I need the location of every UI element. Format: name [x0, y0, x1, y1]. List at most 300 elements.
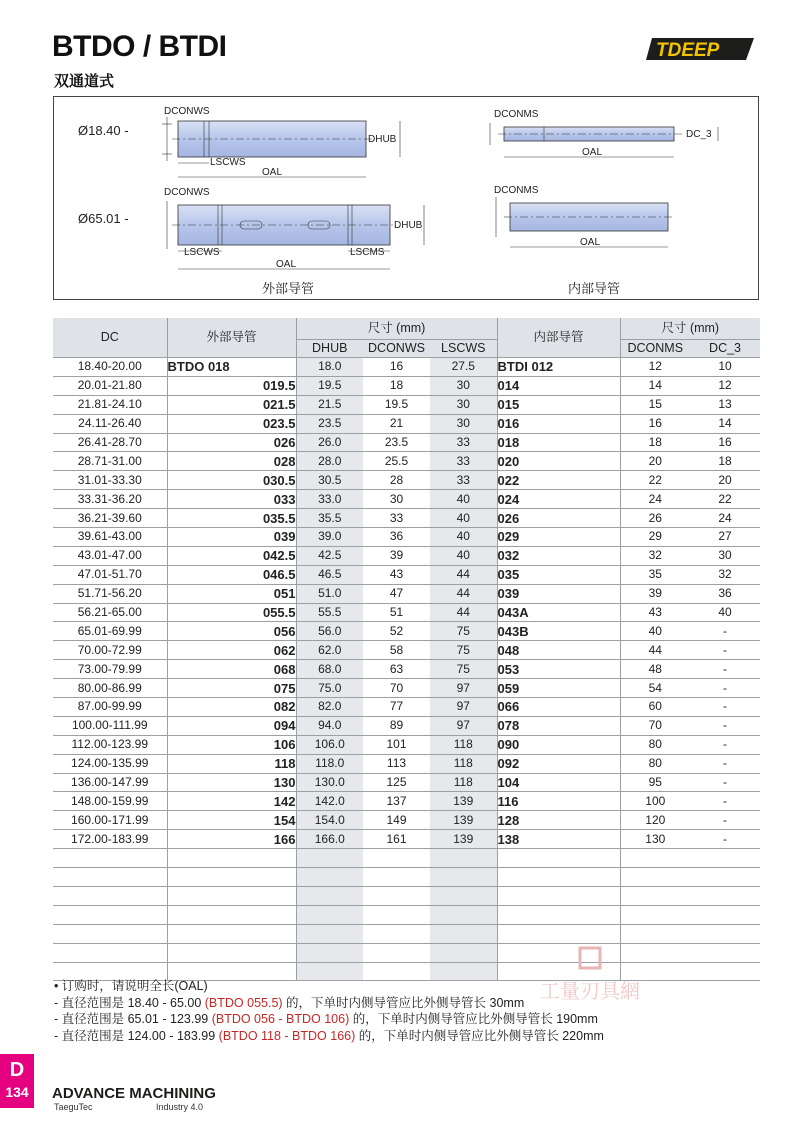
table-row	[53, 509, 760, 528]
cell-dc3	[690, 849, 760, 868]
cell-outer: 033	[167, 490, 296, 509]
cell-dconws: 113	[363, 754, 430, 773]
cell-dconms: 20	[620, 452, 690, 471]
large-inner-tube	[494, 185, 674, 248]
cell-dconws: 161	[363, 830, 430, 849]
cell-lscws: 44	[430, 603, 497, 622]
cell-dc: 36.21-39.60	[53, 509, 167, 528]
tube-diagrams	[54, 97, 758, 299]
cell-lscws: 139	[430, 811, 497, 830]
large-dconws-label: DCONWS	[164, 187, 210, 198]
cell-dc3: 24	[690, 509, 760, 528]
cell-dconms	[620, 849, 690, 868]
cell-dc3: -	[690, 811, 760, 830]
cell-dc: 70.00-72.99	[53, 641, 167, 660]
table-row	[53, 603, 760, 622]
cell-lscws	[430, 886, 497, 905]
cell-dconws: 39	[363, 546, 430, 565]
header-size-outer: 尺寸 (mm)	[296, 318, 497, 340]
cell-dc3: -	[690, 641, 760, 660]
large-diameter-label: Ø65.01 -	[78, 211, 129, 226]
cell-dc3: 20	[690, 471, 760, 490]
cell-dc: 33.31-36.20	[53, 490, 167, 509]
cell-dc3	[690, 943, 760, 962]
logo-main: ADVANCE MACHINING	[52, 1085, 216, 1102]
cell-inner: 066	[497, 698, 620, 717]
cell-outer	[167, 849, 296, 868]
cell-outer: 082	[167, 698, 296, 717]
cell-dhub: 19.5	[296, 376, 363, 395]
cell-dhub: 166.0	[296, 830, 363, 849]
cell-outer: 030.5	[167, 471, 296, 490]
cell-lscws: 30	[430, 376, 497, 395]
cell-dconms: 40	[620, 622, 690, 641]
table-row	[53, 698, 760, 717]
cell-outer: 130	[167, 773, 296, 792]
cell-dconms: 80	[620, 754, 690, 773]
cell-dc: 124.00-135.99	[53, 754, 167, 773]
table-row	[53, 735, 760, 754]
cell-outer: 068	[167, 660, 296, 679]
table-row	[53, 924, 760, 943]
table-row	[53, 830, 760, 849]
cell-lscws: 44	[430, 584, 497, 603]
cell-dc: 80.00-86.99	[53, 679, 167, 698]
table-row	[53, 792, 760, 811]
cell-dconms: 44	[620, 641, 690, 660]
cell-inner: 090	[497, 735, 620, 754]
cell-outer: 055.5	[167, 603, 296, 622]
cell-outer: 019.5	[167, 376, 296, 395]
header-size-inner: 尺寸 (mm)	[620, 318, 760, 340]
small-diameter-label: Ø18.40 -	[78, 123, 129, 138]
cell-dc3: 22	[690, 490, 760, 509]
cell-dhub: 56.0	[296, 622, 363, 641]
cell-dc3: -	[690, 622, 760, 641]
table-row	[53, 811, 760, 830]
cell-lscws: 40	[430, 528, 497, 547]
cell-dc: 26.41-28.70	[53, 433, 167, 452]
cell-dconws: 21	[363, 414, 430, 433]
cell-outer: 094	[167, 716, 296, 735]
cell-dconms	[620, 886, 690, 905]
page-number: 134	[5, 1084, 29, 1100]
cell-lscws: 33	[430, 433, 497, 452]
cell-dhub: 154.0	[296, 811, 363, 830]
cell-dconms: 18	[620, 433, 690, 452]
cell-inner: 024	[497, 490, 620, 509]
cell-dconms: 29	[620, 528, 690, 547]
cell-dconws: 137	[363, 792, 430, 811]
spec-table	[53, 318, 760, 981]
table-row	[53, 452, 760, 471]
cell-outer: 026	[167, 433, 296, 452]
cell-dhub: 68.0	[296, 660, 363, 679]
cell-dc3: 40	[690, 603, 760, 622]
cell-dhub: 33.0	[296, 490, 363, 509]
header-dc3: DC_3	[690, 340, 760, 358]
cell-dc3: 12	[690, 376, 760, 395]
cell-dconms: 130	[620, 830, 690, 849]
header-dconms: DCONMS	[620, 340, 690, 358]
cell-dconws: 33	[363, 509, 430, 528]
cell-inner: 018	[497, 433, 620, 452]
table-row	[53, 679, 760, 698]
cell-inner: 022	[497, 471, 620, 490]
inner-tube-caption: 内部导管	[568, 281, 621, 296]
cell-inner	[497, 905, 620, 924]
cell-inner: 078	[497, 716, 620, 735]
header-dc: DC	[53, 318, 167, 358]
small-dhub-label: DHUB	[368, 134, 397, 145]
cell-inner: 016	[497, 414, 620, 433]
cell-outer	[167, 924, 296, 943]
large-dconms-label: DCONMS	[494, 185, 539, 196]
cell-dc: 87.00-99.99	[53, 698, 167, 717]
cell-dc3: 10	[690, 358, 760, 377]
cell-inner: 026	[497, 509, 620, 528]
cell-inner: 043B	[497, 622, 620, 641]
table-row	[53, 622, 760, 641]
cell-dc3: -	[690, 679, 760, 698]
cell-dhub: 26.0	[296, 433, 363, 452]
small-dconms-label: DCONMS	[494, 109, 539, 120]
header-lscws: LSCWS	[430, 340, 497, 358]
cell-dc: 20.01-21.80	[53, 376, 167, 395]
cell-dconms: 16	[620, 414, 690, 433]
large-dhub-label: DHUB	[394, 220, 423, 231]
cell-inner: BTDI 012	[497, 358, 620, 377]
cell-dconws	[363, 886, 430, 905]
cell-outer: 056	[167, 622, 296, 641]
cell-outer: 075	[167, 679, 296, 698]
cell-dconws: 70	[363, 679, 430, 698]
cell-dc: 136.00-147.99	[53, 773, 167, 792]
small-inner-oal-label: OAL	[582, 147, 603, 158]
cell-dconms: 43	[620, 603, 690, 622]
cell-dconws: 125	[363, 773, 430, 792]
cell-outer	[167, 943, 296, 962]
cell-dc3	[690, 905, 760, 924]
cell-outer: 023.5	[167, 414, 296, 433]
cell-dc: 47.01-51.70	[53, 565, 167, 584]
table-row	[53, 886, 760, 905]
cell-dhub: 39.0	[296, 528, 363, 547]
cell-dhub	[296, 924, 363, 943]
cell-lscws: 30	[430, 414, 497, 433]
cell-dconms	[620, 905, 690, 924]
table-row	[53, 584, 760, 603]
note-line: - 直径范围是 18.40 - 65.00 (BTDO 055.5) 的，下单时内侧导管应比外侧导管长 30mm	[54, 995, 525, 1010]
cell-lscws	[430, 849, 497, 868]
tdeep-logo	[646, 34, 758, 64]
cell-dconws: 47	[363, 584, 430, 603]
cell-dhub: 82.0	[296, 698, 363, 717]
cell-inner: 014	[497, 376, 620, 395]
cell-lscws: 40	[430, 490, 497, 509]
large-oal-label: OAL	[276, 259, 297, 270]
cell-dhub: 18.0	[296, 358, 363, 377]
section-letter: D	[9, 1059, 25, 1081]
cell-dc: 56.21-65.00	[53, 603, 167, 622]
cell-inner: 059	[497, 679, 620, 698]
note-line: - 直径范围是 124.00 - 183.99 (BTDO 118 - BTDO 166) 的，下单时内侧导管应比外侧导管长 220mm	[54, 1028, 604, 1043]
cell-dconms: 48	[620, 660, 690, 679]
table-row	[53, 376, 760, 395]
table-row	[53, 868, 760, 887]
cell-dc3: -	[690, 754, 760, 773]
cell-dconms: 100	[620, 792, 690, 811]
cell-outer	[167, 905, 296, 924]
cell-outer: 118	[167, 754, 296, 773]
cell-inner	[497, 886, 620, 905]
cell-outer: 042.5	[167, 546, 296, 565]
cell-dc3: 14	[690, 414, 760, 433]
cell-dconws: 89	[363, 716, 430, 735]
cell-inner: 104	[497, 773, 620, 792]
cell-outer: 046.5	[167, 565, 296, 584]
table-row	[53, 358, 760, 377]
cell-dhub	[296, 868, 363, 887]
cell-dhub	[296, 905, 363, 924]
cell-outer: 051	[167, 584, 296, 603]
cell-dconws: 63	[363, 660, 430, 679]
cell-inner: 015	[497, 395, 620, 414]
cell-dconws: 51	[363, 603, 430, 622]
cell-dconws	[363, 905, 430, 924]
cell-lscws	[430, 868, 497, 887]
table-row	[53, 716, 760, 735]
cell-inner: 043A	[497, 603, 620, 622]
cell-dconws: 19.5	[363, 395, 430, 414]
table-row	[53, 395, 760, 414]
cell-lscws: 97	[430, 698, 497, 717]
table-row	[53, 849, 760, 868]
cell-dhub	[296, 886, 363, 905]
large-lscms-label: LSCMS	[350, 247, 385, 258]
cell-dc: 65.01-69.99	[53, 622, 167, 641]
cell-dhub: 75.0	[296, 679, 363, 698]
cell-outer: 154	[167, 811, 296, 830]
small-dconws-label: DCONWS	[164, 106, 210, 117]
cell-dconws: 30	[363, 490, 430, 509]
cell-dhub: 35.5	[296, 509, 363, 528]
cell-lscws: 139	[430, 830, 497, 849]
cell-dc: 100.00-111.99	[53, 716, 167, 735]
cell-dc3: -	[690, 792, 760, 811]
cell-dconws: 43	[363, 565, 430, 584]
small-oal-label: OAL	[262, 167, 283, 178]
header-dconws: DCONWS	[363, 340, 430, 358]
cell-lscws: 118	[430, 773, 497, 792]
cell-dhub: 28.0	[296, 452, 363, 471]
table-row	[53, 641, 760, 660]
cell-lscws: 118	[430, 754, 497, 773]
large-lscws-label: LSCWS	[184, 247, 220, 258]
small-outer-tube	[78, 106, 400, 178]
cell-dhub: 94.0	[296, 716, 363, 735]
cell-dhub: 130.0	[296, 773, 363, 792]
cell-dc: 172.00-183.99	[53, 830, 167, 849]
cell-lscws: 40	[430, 546, 497, 565]
cell-lscws: 75	[430, 622, 497, 641]
cell-dconws	[363, 868, 430, 887]
cell-dconms: 35	[620, 565, 690, 584]
cell-dconms: 54	[620, 679, 690, 698]
cell-lscws: 27.5	[430, 358, 497, 377]
cell-dconms: 39	[620, 584, 690, 603]
order-notes	[54, 978, 604, 1044]
cell-inner: 020	[497, 452, 620, 471]
cell-dhub: 118.0	[296, 754, 363, 773]
cell-dconws: 101	[363, 735, 430, 754]
cell-dhub: 21.5	[296, 395, 363, 414]
cell-dc: 18.40-20.00	[53, 358, 167, 377]
cell-outer: 142	[167, 792, 296, 811]
cell-dc3: -	[690, 716, 760, 735]
cell-dhub: 23.5	[296, 414, 363, 433]
cell-dc3	[690, 886, 760, 905]
table-row	[53, 773, 760, 792]
cell-dc	[53, 868, 167, 887]
logo-left: TaeguTec	[54, 1102, 93, 1112]
cell-inner: 128	[497, 811, 620, 830]
cell-outer	[167, 868, 296, 887]
brand-text: TDEEP	[656, 40, 720, 61]
cell-inner: 138	[497, 830, 620, 849]
header-inner-tube: 内部导管	[497, 318, 620, 358]
cell-dconws: 58	[363, 641, 430, 660]
cell-dconws: 28	[363, 471, 430, 490]
cell-lscws: 40	[430, 509, 497, 528]
table-row	[53, 471, 760, 490]
cell-inner: 029	[497, 528, 620, 547]
cell-dconms	[620, 924, 690, 943]
cell-outer: 021.5	[167, 395, 296, 414]
cell-dc: 43.01-47.00	[53, 546, 167, 565]
cell-inner: 048	[497, 641, 620, 660]
header-dhub: DHUB	[296, 340, 363, 358]
cell-inner	[497, 868, 620, 887]
cell-dhub: 106.0	[296, 735, 363, 754]
page-subtitle: 双通道式	[54, 73, 115, 90]
cell-dc: 160.00-171.99	[53, 811, 167, 830]
cell-dc3: 16	[690, 433, 760, 452]
cell-dconws	[363, 943, 430, 962]
cell-lscws	[430, 905, 497, 924]
page-title: BTDO / BTDI	[52, 30, 227, 63]
cell-dhub: 46.5	[296, 565, 363, 584]
table-row	[53, 905, 760, 924]
cell-dc	[53, 905, 167, 924]
cell-dc: 112.00-123.99	[53, 735, 167, 754]
cell-dc3: -	[690, 735, 760, 754]
cell-inner: 032	[497, 546, 620, 565]
cell-outer: 035.5	[167, 509, 296, 528]
cell-dc	[53, 924, 167, 943]
cell-inner	[497, 924, 620, 943]
cell-dhub: 62.0	[296, 641, 363, 660]
cell-lscws: 33	[430, 471, 497, 490]
cell-dconms: 12	[620, 358, 690, 377]
cell-outer	[167, 886, 296, 905]
cell-dc: 51.71-56.20	[53, 584, 167, 603]
cell-dconms: 26	[620, 509, 690, 528]
cell-lscws: 44	[430, 565, 497, 584]
cell-dhub: 55.5	[296, 603, 363, 622]
cell-lscws: 118	[430, 735, 497, 754]
cell-dhub: 30.5	[296, 471, 363, 490]
svg-text:工量刃具網: 工量刃具網	[540, 979, 640, 1003]
cell-lscws	[430, 924, 497, 943]
cell-dconms: 95	[620, 773, 690, 792]
small-lscws-label: LSCWS	[210, 157, 246, 168]
cell-dconws: 25.5	[363, 452, 430, 471]
cell-outer: 028	[167, 452, 296, 471]
table-row	[53, 546, 760, 565]
cell-inner: 039	[497, 584, 620, 603]
cell-dconms: 24	[620, 490, 690, 509]
cell-dc3: -	[690, 698, 760, 717]
cell-dc	[53, 943, 167, 962]
cell-dc: 28.71-31.00	[53, 452, 167, 471]
cell-dconms: 60	[620, 698, 690, 717]
spec-table-body	[53, 358, 760, 981]
section-tab	[0, 1054, 34, 1108]
cell-lscws	[430, 943, 497, 962]
cell-dc3: 18	[690, 452, 760, 471]
cell-inner	[497, 849, 620, 868]
cell-dconms: 120	[620, 811, 690, 830]
cell-lscws: 33	[430, 452, 497, 471]
cell-inner: 035	[497, 565, 620, 584]
table-row	[53, 490, 760, 509]
large-inner-oal-label: OAL	[580, 237, 601, 248]
cell-dc3: -	[690, 830, 760, 849]
cell-dc: 73.00-79.99	[53, 660, 167, 679]
cell-dc3	[690, 868, 760, 887]
cell-dhub	[296, 849, 363, 868]
small-inner-tube	[490, 109, 718, 158]
cell-dconws: 149	[363, 811, 430, 830]
cell-inner: 116	[497, 792, 620, 811]
cell-outer: 062	[167, 641, 296, 660]
cell-outer: 106	[167, 735, 296, 754]
table-row	[53, 565, 760, 584]
cell-dc	[53, 886, 167, 905]
cell-dconws	[363, 924, 430, 943]
cell-dc: 31.01-33.30	[53, 471, 167, 490]
cell-dconms: 70	[620, 716, 690, 735]
outer-tube-caption: 外部导管	[262, 281, 315, 296]
cell-dc3	[690, 962, 760, 981]
cell-dc3: 36	[690, 584, 760, 603]
cell-dhub: 142.0	[296, 792, 363, 811]
cell-inner: 053	[497, 660, 620, 679]
header-outer-tube: 外部导管	[167, 318, 296, 358]
cell-dconws: 16	[363, 358, 430, 377]
cell-dconms: 80	[620, 735, 690, 754]
cell-dconws: 77	[363, 698, 430, 717]
cell-dc3: 30	[690, 546, 760, 565]
cell-lscws: 75	[430, 641, 497, 660]
cell-dc: 21.81-24.10	[53, 395, 167, 414]
cell-outer: 039	[167, 528, 296, 547]
table-row	[53, 414, 760, 433]
cell-lscws: 97	[430, 716, 497, 735]
large-outer-tube	[78, 187, 424, 270]
note-main: • 订购时，请说明全长(OAL)	[54, 979, 208, 993]
